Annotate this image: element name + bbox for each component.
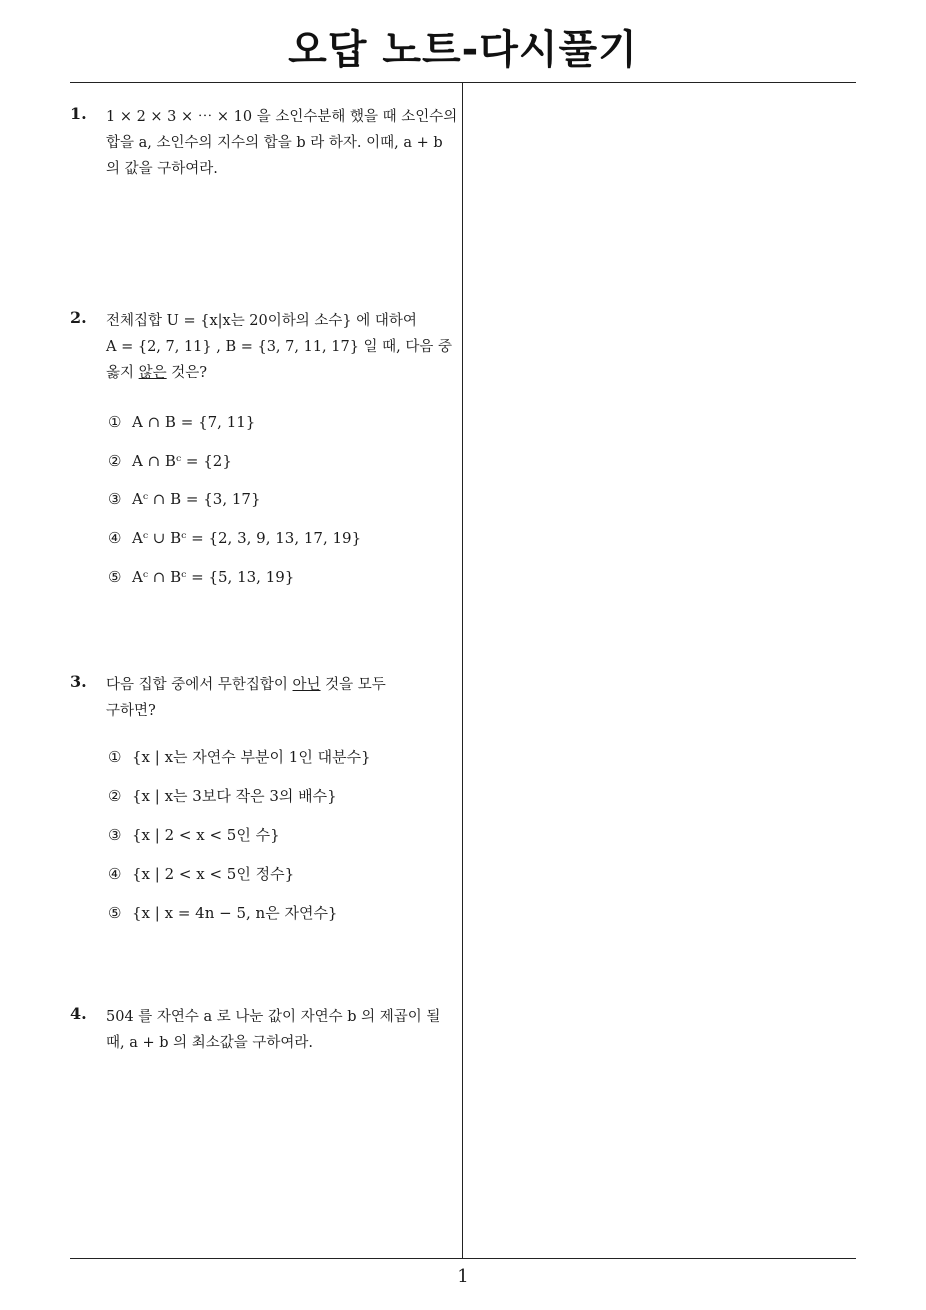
problem-line: 합을 a, 소인수의 지수의 합을 b 라 하자. 이때, a + b [106, 135, 443, 151]
problem-text [106, 1004, 460, 1056]
choice-text: Aᶜ ∩ Bᶜ = {5, 13, 19} [132, 568, 295, 586]
choice-mark: ① [108, 748, 122, 766]
footer-rule [70, 1258, 856, 1259]
choice-text: Aᶜ ∪ Bᶜ = {2, 3, 9, 13, 17, 19} [132, 529, 362, 547]
choice-mark: ⑤ [108, 904, 122, 922]
problem-line [106, 360, 460, 386]
problem-line: 의 값을 구하여라. [106, 161, 218, 177]
choice-mark: ⑤ [108, 568, 122, 586]
text-segment: 다음 집합 중에서 무한집합이 [106, 677, 293, 693]
choice-text: {x | 2 < x < 5인 수} [132, 826, 280, 844]
underlined-keyword: 아닌 [292, 677, 321, 693]
choice-2[interactable] [108, 452, 232, 470]
choice-mark: ② [108, 452, 122, 470]
problem-line: 때, a + b 의 최소값을 구하여라. [106, 1035, 314, 1051]
choice-4[interactable] [108, 863, 294, 884]
text-segment: 것은? [166, 365, 208, 381]
choice-mark: ④ [108, 529, 122, 547]
text-segment: 옳지 [106, 365, 139, 381]
problem-line [106, 672, 460, 698]
choice-text: {x | x는 3보다 작은 3의 배수} [132, 787, 337, 805]
choice-mark: ③ [108, 490, 122, 508]
choice-3[interactable] [108, 490, 261, 508]
choice-4[interactable] [108, 529, 361, 547]
choice-5[interactable] [108, 902, 337, 923]
problem-number: 3. [70, 672, 87, 691]
choice-1[interactable] [108, 413, 255, 431]
problem-number: 4. [70, 1004, 87, 1023]
choice-1[interactable] [108, 746, 371, 767]
problem-line: A = {2, 7, 11} , B = {3, 7, 11, 17} 일 때, 다음 중 [106, 339, 453, 355]
choice-mark: ② [108, 787, 122, 805]
text-segment: 것을 모두 [320, 677, 386, 693]
choice-mark: ① [108, 413, 122, 431]
problem-line: 전체집합 U = {x|x는 20이하의 소수} 에 대하여 [106, 313, 417, 329]
header-rule [70, 82, 856, 83]
problem-text [106, 672, 460, 724]
problem-text [106, 104, 460, 182]
underlined-keyword: 않은 [138, 365, 167, 381]
choice-text: {x | x는 자연수 부분이 1인 대분수} [132, 748, 371, 766]
choice-5[interactable] [108, 568, 294, 586]
choice-text: {x | 2 < x < 5인 정수} [132, 865, 295, 883]
column-divider [462, 83, 463, 1258]
problem-text [106, 308, 460, 386]
problem-line: 1 × 2 × 3 × ⋯ × 10 을 소인수분해 했을 때 소인수의 [106, 109, 458, 125]
page-number: 1 [457, 1266, 469, 1287]
choice-text: A ∩ B = {7, 11} [132, 413, 256, 431]
choice-text: {x | x = 4n − 5, n은 자연수} [132, 904, 338, 922]
choice-text: A ∩ Bᶜ = {2} [132, 452, 232, 470]
choice-mark: ③ [108, 826, 122, 844]
page-title: 오답 노트-다시풀기 [288, 27, 638, 73]
problem-line: 구하면? [106, 703, 156, 719]
problem-number: 2. [70, 308, 87, 327]
choice-text: Aᶜ ∩ B = {3, 17} [132, 490, 261, 508]
choice-mark: ④ [108, 865, 122, 883]
choice-2[interactable] [108, 785, 337, 806]
choice-3[interactable] [108, 824, 280, 845]
problem-number: 1. [70, 104, 87, 123]
problem-line: 504 를 자연수 a 로 나눈 값이 자연수 b 의 제곱이 될 [106, 1009, 441, 1025]
